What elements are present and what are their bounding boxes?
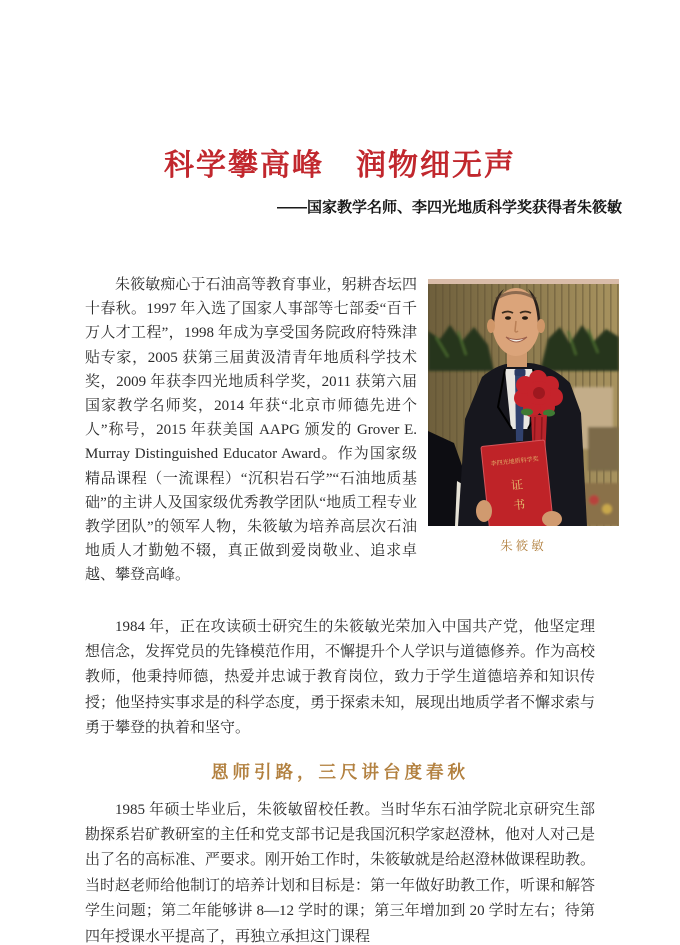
certificate-char-2: 书 <box>512 497 526 513</box>
portrait-photo <box>428 279 619 526</box>
section-heading: 恩师引路，三尺讲台度春秋 <box>211 761 469 782</box>
article-subtitle: ——国家教学名师、李四光地质科学奖获得者朱筱敏 <box>276 199 622 216</box>
portrait-figure <box>428 279 619 554</box>
photo-caption: 朱筱敏 <box>500 539 547 553</box>
article-title: 科学攀高峰 润物细无声 <box>164 149 516 182</box>
photo-top-strip <box>428 279 619 284</box>
article-body <box>85 273 595 945</box>
paragraph-3: 1985 年硕士毕业后，朱筱敏留校任教。当时华东石油学院北京研究生部勘探系岩矿教研室的主任和党支部书记是我国沉积学家赵澄林，他对人对己是出了名的高标准、严要求。刚开始工作时，朱筱敏就是给赵澄林做课程助教。当时赵老师给他制订的培养计划和目标是：第一年做好助教工作，听课和解答学生问题；第二年能够讲 8—12 学时的课；第三年增加到 20 学时左右；待第四年授课水平提高了，再独立承担这门课程 <box>85 801 596 945</box>
paragraph-1: 朱筱敏痴心于石油高等教育事业，躬耕杏坛四十春秋。1997 年入选了国家人事部等七部委“百千万人才工程”，1998 年成为享受国务院政府特殊津贴专家，2005 获第三届黄汲清青年地质科学技术奖，2009 年获李四光地质科学奖，2011 获第六届国家教学名师奖，2014 年获“北京市师德先进个人”称号，2015 年获美国 AAPG 颁发的 Grover E. Murray Distinguished Educator Award。作为国家级精品课程（一流课程）“沉积岩石学”“石油地质基础”的主讲人及国家级优秀教学团队“地质工程专业教学团队”的领军人物，朱筱敏为培养高层次石油地质人才勤勉不辍，真正做到爱岗敬业、追求卓越、攀登高峰。 <box>85 277 417 584</box>
paragraph-2: 1984 年，正在攻读硕士研究生的朱筱敏光荣加入中国共产党，他坚定理想信念，发挥党员的先锋模范作用，不懈提升个人学识与道德修养。作为高校教师，他秉持师德，热爱并忠诚于教育岗位，致力于学生道德培养和知识传授；他坚持实事求是的科学态度，勇于探索未知，展现出地质学者不懈求索与勇于攀登的执着和坚守。 <box>85 618 596 737</box>
certificate-char-1: 证 <box>510 477 524 493</box>
certificate-title: 李四光地质科学奖 <box>490 456 539 468</box>
